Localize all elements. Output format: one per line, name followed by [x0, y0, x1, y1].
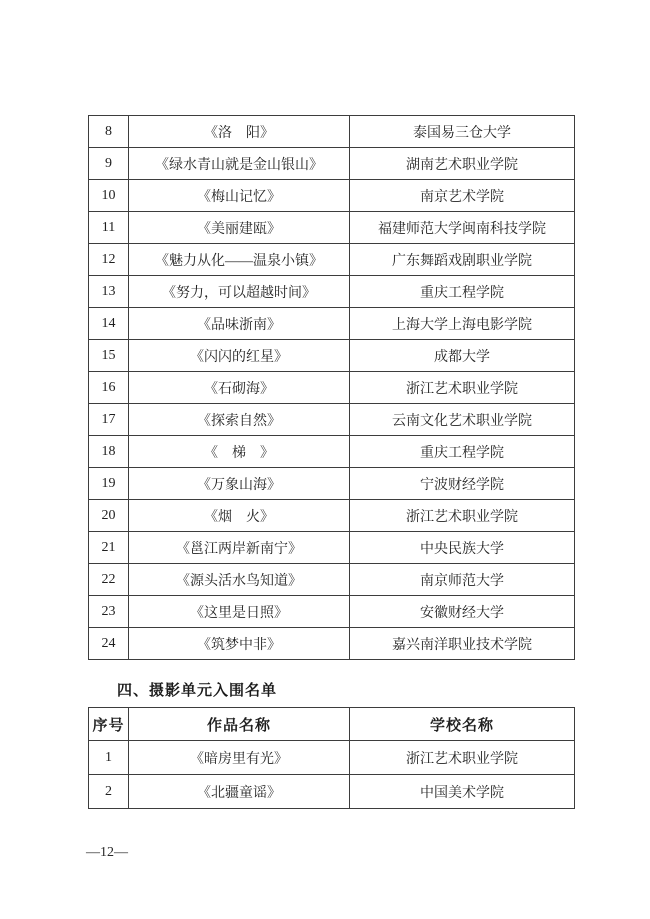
- cell-school: 湖南艺术职业学院: [350, 148, 575, 180]
- cell-school: 福建师范大学闽南科技学院: [350, 212, 575, 244]
- cell-title: 《闪闪的红星》: [129, 340, 350, 372]
- cell-school: 上海大学上海电影学院: [350, 308, 575, 340]
- table-row: [89, 148, 575, 180]
- cell-title: 《梅山记忆》: [129, 180, 350, 212]
- cell-no: 12: [89, 244, 129, 276]
- cell-no: 20: [89, 500, 129, 532]
- table-row: [89, 308, 575, 340]
- cell-no: 23: [89, 596, 129, 628]
- cell-school: 浙江艺术职业学院: [350, 500, 575, 532]
- table-row: [89, 741, 575, 775]
- table-row: [89, 775, 575, 809]
- cell-no: 13: [89, 276, 129, 308]
- cell-title: 《北疆童谣》: [129, 775, 350, 809]
- cell-no: 1: [89, 741, 129, 775]
- cell-no: 8: [89, 116, 129, 148]
- table-row: [89, 372, 575, 404]
- cell-school: 成都大学: [350, 340, 575, 372]
- table-row: [89, 404, 575, 436]
- table-row: [89, 212, 575, 244]
- table-row: [89, 436, 575, 468]
- photography-table-header: [89, 708, 575, 741]
- cell-school: 重庆工程学院: [350, 436, 575, 468]
- cell-school: 广东舞蹈戏剧职业学院: [350, 244, 575, 276]
- column-header-work-title: 作品名称: [129, 708, 350, 741]
- table-row: [89, 596, 575, 628]
- table-row: [89, 468, 575, 500]
- table-row: [89, 180, 575, 212]
- cell-school: 南京艺术学院: [350, 180, 575, 212]
- cell-school: 嘉兴南洋职业技术学院: [350, 628, 575, 660]
- cell-no: 19: [89, 468, 129, 500]
- table-row: [89, 340, 575, 372]
- cell-school: 泰国易三仓大学: [350, 116, 575, 148]
- cell-school: 中央民族大学: [350, 532, 575, 564]
- cell-no: 22: [89, 564, 129, 596]
- cell-school: 安徽财经大学: [350, 596, 575, 628]
- table-row: [89, 500, 575, 532]
- cell-title: 《品味浙南》: [129, 308, 350, 340]
- cell-no: 14: [89, 308, 129, 340]
- cell-title: 《暗房里有光》: [129, 741, 350, 775]
- cell-title: 《美丽建瓯》: [129, 212, 350, 244]
- cell-no: 17: [89, 404, 129, 436]
- cell-no: 21: [89, 532, 129, 564]
- cell-school: 宁波财经学院: [350, 468, 575, 500]
- cell-school: 云南文化艺术职业学院: [350, 404, 575, 436]
- cell-title: 《邕江两岸新南宁》: [129, 532, 350, 564]
- cell-no: 16: [89, 372, 129, 404]
- cell-title: 《万象山海》: [129, 468, 350, 500]
- cell-no: 15: [89, 340, 129, 372]
- cell-no: 11: [89, 212, 129, 244]
- cell-school: 浙江艺术职业学院: [350, 372, 575, 404]
- cell-no: 18: [89, 436, 129, 468]
- cell-title: 《石砌海》: [129, 372, 350, 404]
- cell-no: 2: [89, 775, 129, 809]
- cell-school: 重庆工程学院: [350, 276, 575, 308]
- broadcast-finalist-table-body: [89, 116, 575, 660]
- cell-title: 《烟 火》: [129, 500, 350, 532]
- cell-title: 《绿水青山就是金山银山》: [129, 148, 350, 180]
- table-row: [89, 244, 575, 276]
- photography-finalist-table-body: [89, 741, 575, 809]
- cell-title: 《探索自然》: [129, 404, 350, 436]
- cell-title: 《 梯 》: [129, 436, 350, 468]
- column-header-school-name: 学校名称: [350, 708, 575, 741]
- table-row: [89, 276, 575, 308]
- table-row: [89, 628, 575, 660]
- cell-title: 《魅力从化——温泉小镇》: [129, 244, 350, 276]
- cell-school: 浙江艺术职业学院: [350, 741, 575, 775]
- table-row: [89, 116, 575, 148]
- cell-school: 中国美术学院: [350, 775, 575, 809]
- cell-title: 《这里是日照》: [129, 596, 350, 628]
- section-heading-photography: 四、摄影单元入围名单: [117, 683, 278, 699]
- page-number: —12—: [86, 845, 128, 860]
- table-row: [89, 564, 575, 596]
- cell-title: 《洛 阳》: [129, 116, 350, 148]
- cell-no: 10: [89, 180, 129, 212]
- cell-title: 《筑梦中非》: [129, 628, 350, 660]
- photography-finalist-table: [88, 707, 575, 809]
- cell-no: 24: [89, 628, 129, 660]
- cell-title: 《努力，可以超越时间》: [129, 276, 350, 308]
- header-row: [89, 708, 575, 741]
- cell-no: 9: [89, 148, 129, 180]
- broadcast-finalist-table: [88, 115, 575, 660]
- cell-school: 南京师范大学: [350, 564, 575, 596]
- table-row: [89, 532, 575, 564]
- cell-title: 《源头活水鸟知道》: [129, 564, 350, 596]
- column-header-number: 序号: [89, 708, 129, 741]
